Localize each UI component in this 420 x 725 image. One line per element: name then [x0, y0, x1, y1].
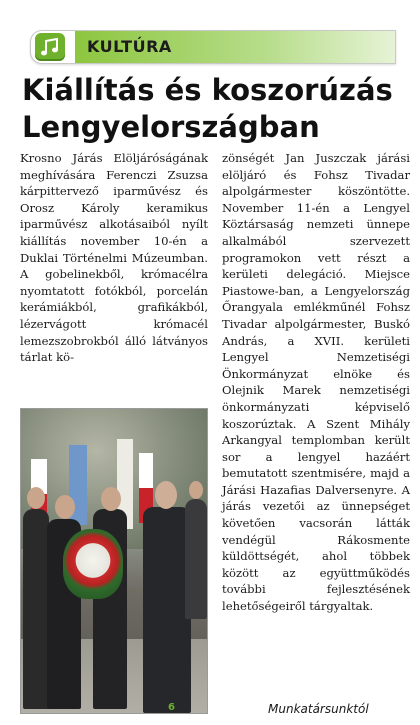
photo-head-2 — [55, 495, 75, 519]
article-title-line1: Kiállítás és koszorúzás — [22, 73, 393, 107]
article-photo — [20, 408, 208, 714]
article-text-col1: Krosno Járás Elöljáróságának meghívására Ferenczi Zsuzsa kárpittervező iparművész és Orosz Károly keramikus iparművész alkotásaiból nyílt kiállítás november 10-én a Duklai Történelmi Múzeumban. A gobelinekből, krómacélra nyomtatott fotókból, porcelán kerámiákból, grafikákból, lézervágott krómacél lemezszobrokból álló látványos tárlat kö- — [20, 151, 208, 365]
photo-head-1 — [27, 487, 45, 509]
music-note-icon — [35, 33, 65, 61]
article-text-col2: zönségét Jan Juszczak járási elöljáró és Fohsz Tivadar alpolgármester köszöntötte. November 11-én a Lengyel Köztársaság nemzeti ünnepe alkalmából szervezett programokon vett részt a kerületi delegáció. Miejsce Piastowe-ban, a Lengyelország Őrangyala emlékműnél Fohsz Tivadar alpolgármester, Buskó András, a XVII. kerületi Lengyel Nemzetiségi Önkormányzat elnöke és Olejnik Marek nemzetiségi önkormányzati képviselő koszorúztak. A Szent Mihály Arkangyal templomban került sor a lengyel hazáért bemutatott szentmisére, majd a Járási Hazafias Dalversenyre. A járás vezetői az ünnepséget követően vacsorán látták vendégül Rákosmente küldöttségét, ahol többek között az együttműködés további fejlesztésének lehetőségeiről tárgyaltak. — [222, 151, 410, 614]
section-label: KULTÚRA — [87, 37, 172, 56]
photo-head-4 — [155, 481, 177, 509]
page-number: 6 — [168, 702, 175, 713]
photo-person-1 — [23, 509, 49, 709]
photo-person-bg — [185, 499, 207, 619]
photo-wreath — [63, 529, 123, 599]
article-column-2 — [222, 150, 410, 615]
article-byline: Munkatársunktól — [268, 702, 369, 716]
section-header — [30, 30, 396, 64]
article-column-1 — [20, 150, 208, 366]
photo-head-3 — [101, 487, 121, 511]
photo-head-bg — [189, 481, 203, 499]
article-title-line2: Lengyelországban — [22, 110, 320, 144]
photo-person-4 — [143, 507, 191, 713]
article-title — [22, 72, 412, 146]
